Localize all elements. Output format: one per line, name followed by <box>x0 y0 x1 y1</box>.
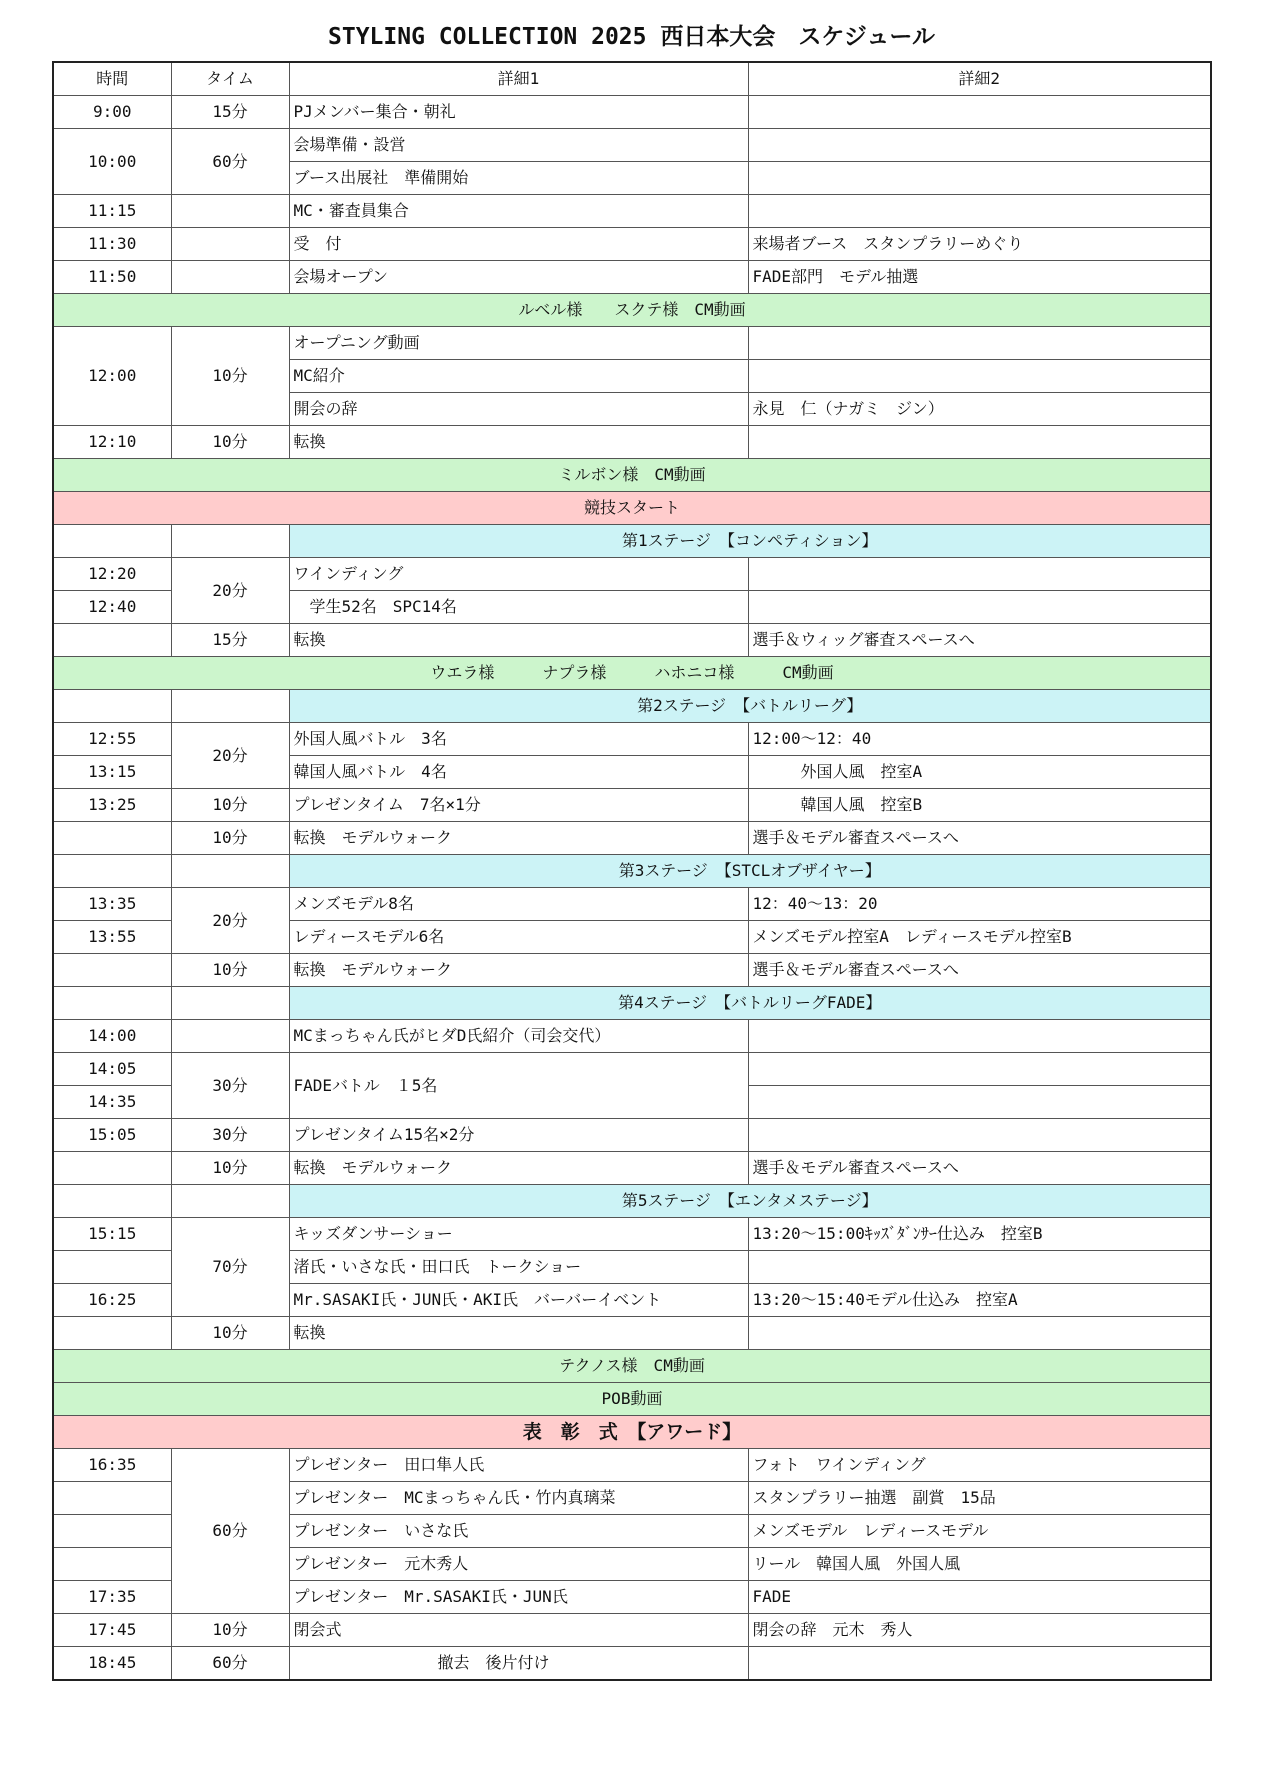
schedule-cell: 20分 <box>171 723 289 789</box>
schedule-cell: 20分 <box>171 888 289 954</box>
schedule-cell: 転換 <box>289 1317 748 1350</box>
schedule-cell: 60分 <box>171 1449 289 1614</box>
schedule-cell: 16:35 <box>53 1449 171 1482</box>
schedule-cell: 10分 <box>171 954 289 987</box>
schedule-cell: 70分 <box>171 1218 289 1317</box>
schedule-cell: 12:40 <box>53 591 171 624</box>
schedule-cell: 10分 <box>171 822 289 855</box>
schedule-cell: プレゼンター Mr.SASAKI氏・JUN氏 <box>289 1581 748 1614</box>
table-row <box>53 1614 1211 1647</box>
schedule-cell <box>748 426 1211 459</box>
schedule-cell: 20分 <box>171 558 289 624</box>
schedule-cell <box>171 228 289 261</box>
empty-cell <box>53 855 171 888</box>
schedule-cell: 13:20〜15:40モデル仕込み 控室A <box>748 1284 1211 1317</box>
schedule-cell <box>748 1053 1211 1086</box>
schedule-table <box>52 61 1212 1681</box>
schedule-cell <box>53 1482 171 1515</box>
schedule-cell: ブース出展社 準備開始 <box>289 162 748 195</box>
schedule-cell <box>171 261 289 294</box>
schedule-cell: 韓国人風 控室B <box>748 789 1211 822</box>
empty-cell <box>171 525 289 558</box>
schedule-cell: 14:35 <box>53 1086 171 1119</box>
schedule-cell: 11:15 <box>53 195 171 228</box>
schedule-cell: 選手＆モデル審査スペースへ <box>748 822 1211 855</box>
schedule-cell: レディースモデル6名 <box>289 921 748 954</box>
page-title: STYLING COLLECTION 2025 西日本大会 スケジュール <box>328 24 935 50</box>
schedule-cell: 30分 <box>171 1119 289 1152</box>
schedule-cell: 30分 <box>171 1053 289 1119</box>
banner-row <box>53 1416 1211 1449</box>
schedule-cell <box>748 360 1211 393</box>
banner-text: テクノス様 CM動画 <box>53 1350 1211 1383</box>
schedule-cell: MC・審査員集合 <box>289 195 748 228</box>
stage-row <box>53 1185 1211 1218</box>
schedule-cell: スタンプラリー抽選 副賞 15品 <box>748 1482 1211 1515</box>
schedule-cell <box>748 558 1211 591</box>
banner-text: POB動画 <box>53 1383 1211 1416</box>
schedule-cell <box>53 1317 171 1350</box>
schedule-cell: 10分 <box>171 1152 289 1185</box>
schedule-cell <box>171 1020 289 1053</box>
schedule-cell: 10分 <box>171 1317 289 1350</box>
schedule-cell: 11:30 <box>53 228 171 261</box>
schedule-cell: 18:45 <box>53 1647 171 1681</box>
schedule-cell: 13:20〜15:00ｷｯｽﾞﾀﾞﾝｻｰ仕込み 控室B <box>748 1218 1211 1251</box>
schedule-cell: 外国人風バトル 3名 <box>289 723 748 756</box>
banner-text: ルベル様 スクテ様 CM動画 <box>53 294 1211 327</box>
schedule-cell <box>53 1152 171 1185</box>
schedule-cell: FADE部門 モデル抽選 <box>748 261 1211 294</box>
schedule-cell: 開会の辞 <box>289 393 748 426</box>
schedule-cell: 選手＆ウィッグ審査スペースへ <box>748 624 1211 657</box>
schedule-cell: 12:20 <box>53 558 171 591</box>
empty-cell <box>53 1185 171 1218</box>
schedule-cell: MC紹介 <box>289 360 748 393</box>
table-row <box>53 822 1211 855</box>
table-row <box>53 624 1211 657</box>
table-row <box>53 558 1211 591</box>
schedule-cell <box>53 954 171 987</box>
schedule-cell: メンズモデル レディースモデル <box>748 1515 1211 1548</box>
schedule-cell <box>53 1515 171 1548</box>
schedule-cell: 11:50 <box>53 261 171 294</box>
schedule-cell: 10:00 <box>53 129 171 195</box>
banner-text: ウエラ様 ナプラ様 ハホニコ様 CM動画 <box>53 657 1211 690</box>
table-row <box>53 1449 1211 1482</box>
schedule-cell: 17:35 <box>53 1581 171 1614</box>
schedule-cell <box>748 1317 1211 1350</box>
schedule-cell: FADE <box>748 1581 1211 1614</box>
schedule-cell <box>748 96 1211 129</box>
table-row <box>53 426 1211 459</box>
schedule-cell: 9:00 <box>53 96 171 129</box>
schedule-cell: メンズモデル控室A レディースモデル控室B <box>748 921 1211 954</box>
schedule-cell: 10分 <box>171 327 289 426</box>
schedule-cell: 学生52名 SPC14名 <box>289 591 748 624</box>
schedule-cell <box>748 1086 1211 1119</box>
schedule-cell: 13:15 <box>53 756 171 789</box>
schedule-cell: 選手＆モデル審査スペースへ <box>748 1152 1211 1185</box>
table-row <box>53 261 1211 294</box>
empty-cell <box>53 690 171 723</box>
schedule-cell <box>748 129 1211 162</box>
stage-row <box>53 855 1211 888</box>
schedule-cell <box>53 624 171 657</box>
schedule-cell <box>748 1119 1211 1152</box>
schedule-cell: 16:25 <box>53 1284 171 1317</box>
schedule-cell: 15:05 <box>53 1119 171 1152</box>
schedule-cell: 12：40〜13：20 <box>748 888 1211 921</box>
schedule-cell: 10分 <box>171 1614 289 1647</box>
schedule-cell: 会場オープン <box>289 261 748 294</box>
table-row <box>53 1647 1211 1681</box>
schedule-cell: キッズダンサーショー <box>289 1218 748 1251</box>
banner-row <box>53 1350 1211 1383</box>
schedule-cell: 10分 <box>171 426 289 459</box>
table-row <box>53 789 1211 822</box>
stage-row <box>53 987 1211 1020</box>
schedule-cell <box>748 195 1211 228</box>
stage-title: 第5ステージ 【エンタメステージ】 <box>289 1185 1211 1218</box>
schedule-cell <box>748 327 1211 360</box>
banner-text: ミルボン様 CM動画 <box>53 459 1211 492</box>
schedule-cell: MCまっちゃん氏がヒダD氏紹介（司会交代） <box>289 1020 748 1053</box>
schedule-cell: フォト ワインディング <box>748 1449 1211 1482</box>
schedule-cell: 外国人風 控室A <box>748 756 1211 789</box>
schedule-cell <box>53 1251 171 1284</box>
schedule-cell: 14:05 <box>53 1053 171 1086</box>
table-row <box>53 1218 1211 1251</box>
table-header-row <box>53 62 1211 96</box>
table-row <box>53 1020 1211 1053</box>
stage-title: 第1ステージ 【コンペティション】 <box>289 525 1211 558</box>
schedule-cell: オープニング動画 <box>289 327 748 360</box>
table-row <box>53 1119 1211 1152</box>
schedule-cell <box>53 822 171 855</box>
schedule-cell: 撤去 後片付け <box>289 1647 748 1681</box>
stage-row <box>53 525 1211 558</box>
schedule-cell: 永見 仁（ナガミ ジン） <box>748 393 1211 426</box>
table-row <box>53 1053 1211 1086</box>
schedule-cell: 12:00 <box>53 327 171 426</box>
schedule-cell: 閉会の辞 元木 秀人 <box>748 1614 1211 1647</box>
schedule-cell <box>748 1647 1211 1681</box>
schedule-cell: ワインディング <box>289 558 748 591</box>
award-banner: 表 彰 式 【アワード】 <box>53 1416 1211 1449</box>
table-row <box>53 195 1211 228</box>
banner-row <box>53 459 1211 492</box>
schedule-cell: 10分 <box>171 789 289 822</box>
schedule-cell <box>748 162 1211 195</box>
header-detail1: 詳細1 <box>289 62 748 96</box>
schedule-cell: 選手＆モデル審査スペースへ <box>748 954 1211 987</box>
empty-cell <box>171 987 289 1020</box>
stage-title: 第2ステージ 【バトルリーグ】 <box>289 690 1211 723</box>
schedule-cell: 15:15 <box>53 1218 171 1251</box>
table-row <box>53 723 1211 756</box>
schedule-cell: プレゼンター いさな氏 <box>289 1515 748 1548</box>
schedule-cell <box>748 591 1211 624</box>
schedule-cell: プレゼンタイム 7名×1分 <box>289 789 748 822</box>
empty-cell <box>171 855 289 888</box>
header-detail2: 詳細2 <box>748 62 1211 96</box>
schedule-cell: 60分 <box>171 1647 289 1681</box>
empty-cell <box>53 525 171 558</box>
banner-row <box>53 294 1211 327</box>
header-duration: タイム <box>171 62 289 96</box>
schedule-cell: 転換 モデルウォーク <box>289 1152 748 1185</box>
stage-title: 第3ステージ 【STCLオブザイヤー】 <box>289 855 1211 888</box>
schedule-cell: 来場者ブース スタンプラリーめぐり <box>748 228 1211 261</box>
header-time: 時間 <box>53 62 171 96</box>
empty-cell <box>171 1185 289 1218</box>
stage-row <box>53 690 1211 723</box>
table-row <box>53 129 1211 162</box>
schedule-cell: 転換 モデルウォーク <box>289 822 748 855</box>
table-row <box>53 327 1211 360</box>
schedule-cell: 韓国人風バトル 4名 <box>289 756 748 789</box>
table-row <box>53 1152 1211 1185</box>
schedule-cell: 12:10 <box>53 426 171 459</box>
stage-title: 第4ステージ 【バトルリーグFADE】 <box>289 987 1211 1020</box>
schedule-cell: 14:00 <box>53 1020 171 1053</box>
schedule-cell: 17:45 <box>53 1614 171 1647</box>
schedule-cell: 受 付 <box>289 228 748 261</box>
schedule-cell: 60分 <box>171 129 289 195</box>
empty-cell <box>171 690 289 723</box>
schedule-cell: PJメンバー集合・朝礼 <box>289 96 748 129</box>
schedule-cell: 13:25 <box>53 789 171 822</box>
empty-cell <box>53 987 171 1020</box>
schedule-cell <box>171 195 289 228</box>
banner-row <box>53 1383 1211 1416</box>
schedule-cell: 15分 <box>171 624 289 657</box>
table-row <box>53 888 1211 921</box>
schedule-cell: リール 韓国人風 外国人風 <box>748 1548 1211 1581</box>
schedule-cell: Mr.SASAKI氏・JUN氏・AKI氏 バーバーイベント <box>289 1284 748 1317</box>
schedule-cell: 会場準備・設営 <box>289 129 748 162</box>
schedule-cell: FADEバトル １5名 <box>289 1053 748 1119</box>
schedule-cell: メンズモデル8名 <box>289 888 748 921</box>
schedule-cell: 渚氏・いさな氏・田口氏 トークショー <box>289 1251 748 1284</box>
schedule-cell: プレゼンター 元木秀人 <box>289 1548 748 1581</box>
schedule-cell <box>748 1251 1211 1284</box>
schedule-body <box>53 96 1211 1681</box>
schedule-cell: プレゼンター 田口隼人氏 <box>289 1449 748 1482</box>
schedule-cell: 転換 モデルウォーク <box>289 954 748 987</box>
schedule-cell: プレゼンタイム15名×2分 <box>289 1119 748 1152</box>
banner-row <box>53 492 1211 525</box>
schedule-cell: プレゼンター MCまっちゃん氏・竹内真璃菜 <box>289 1482 748 1515</box>
schedule-cell: 転換 <box>289 624 748 657</box>
table-row <box>53 96 1211 129</box>
schedule-cell: 閉会式 <box>289 1614 748 1647</box>
schedule-cell: 転換 <box>289 426 748 459</box>
schedule-cell: 13:55 <box>53 921 171 954</box>
schedule-cell <box>53 1548 171 1581</box>
schedule-cell: 12:00〜12：40 <box>748 723 1211 756</box>
schedule-cell: 12:55 <box>53 723 171 756</box>
banner-text: 競技スタート <box>53 492 1211 525</box>
schedule-cell: 13:35 <box>53 888 171 921</box>
schedule-cell <box>748 1020 1211 1053</box>
table-row <box>53 1317 1211 1350</box>
banner-row <box>53 657 1211 690</box>
table-row <box>53 228 1211 261</box>
schedule-cell: 15分 <box>171 96 289 129</box>
table-row <box>53 954 1211 987</box>
